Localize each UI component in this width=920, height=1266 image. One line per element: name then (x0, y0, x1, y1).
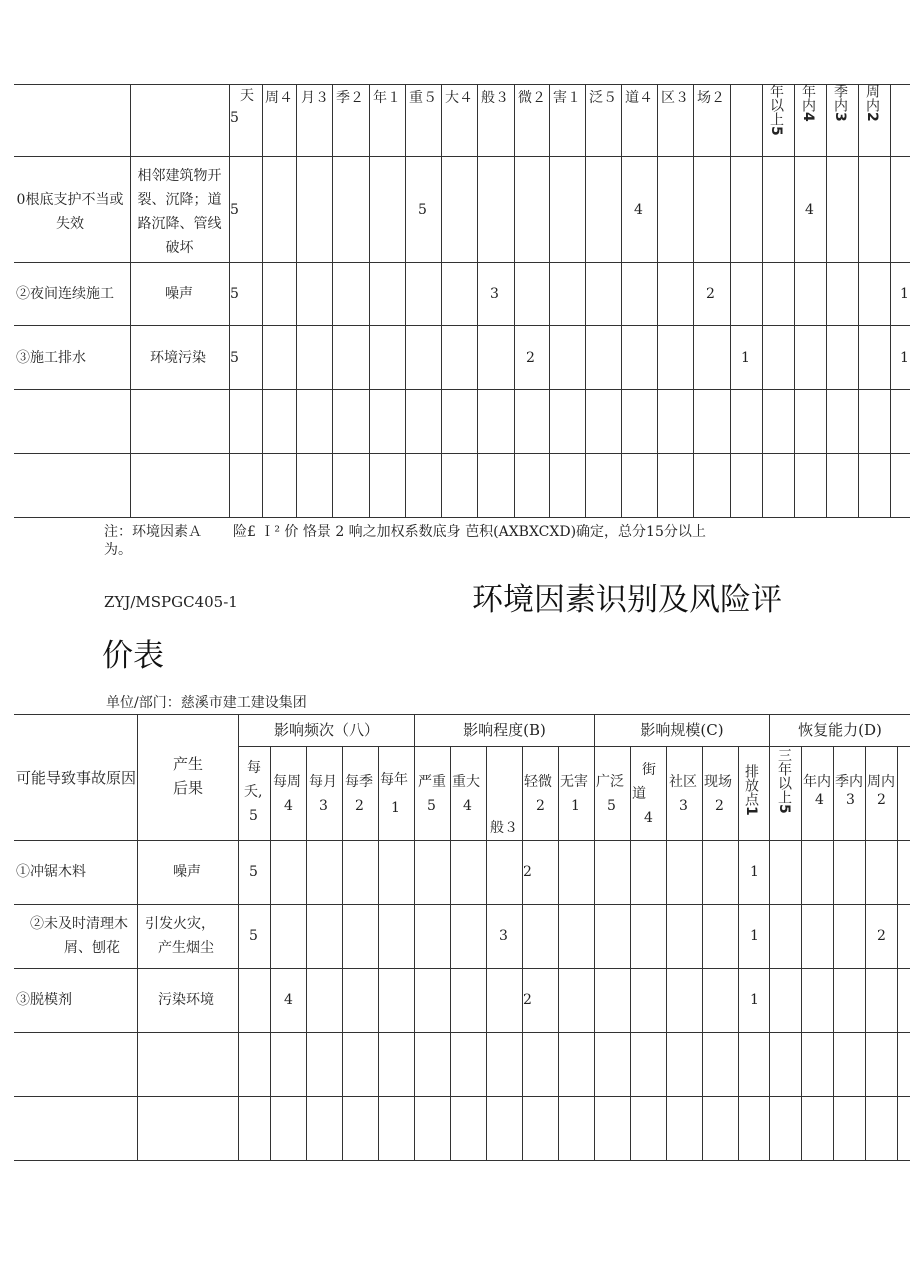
sub-wide-score: 5 (607, 798, 616, 814)
cell-value: 5 (230, 202, 239, 218)
sub-slight-score: 2 (536, 798, 545, 814)
group-scale: 影响规模(C) (640, 721, 724, 739)
row-consequence: 噪声 (165, 286, 193, 302)
row-consequence: 引发火灾， (145, 916, 215, 932)
cell-value: 4 (284, 992, 293, 1008)
cell-value: 5 (418, 202, 427, 218)
cell-value: 4 (805, 202, 814, 218)
sub-site-score: 2 (715, 798, 724, 814)
cell-value: 3 (499, 928, 508, 944)
doc-code: ZYJ/MSPGC405-1 (104, 593, 238, 611)
cell-value: 4 (634, 202, 643, 218)
sub-within-season-score: 3 (846, 792, 855, 808)
row-cause: ③施工排水 (16, 350, 86, 366)
note-text: 险£ Ｉ² 价 恪景 2 响之加权系数底身 芭积(AXBXCXD)确定，总分15分以上 (233, 524, 706, 540)
group-severity: 影响程度(B) (463, 721, 546, 739)
sub-every-season-score: 2 (355, 798, 364, 814)
header-month: 月３ (301, 90, 329, 106)
cell-value: 2 (706, 286, 715, 302)
cell-value: 2 (523, 864, 532, 880)
header-slight: 微２ (518, 90, 546, 106)
sub-within-year-score: 4 (815, 792, 824, 808)
header-street: 道４ (625, 90, 653, 106)
header-within-year: 年内4 (800, 84, 816, 122)
sub-over-3-years: 三年以上5 (776, 748, 792, 814)
header-within-week: 周内2 (864, 84, 880, 122)
sub-serious: 严重 (418, 774, 446, 790)
header-day-score: 5 (230, 110, 239, 126)
header-cause: 可能导致事故原因 (16, 769, 137, 787)
sub-general: 般３ (490, 820, 518, 836)
cell-value: 1 (750, 864, 759, 880)
cell-value: 5 (249, 928, 258, 944)
header-major: 大４ (445, 90, 473, 106)
row-consequence: 污染环境 (158, 992, 214, 1008)
sub-major-score: 4 (463, 798, 472, 814)
header-general: 般３ (481, 90, 509, 106)
sub-wide: 广泛 (596, 774, 624, 790)
row-consequence: 产生烟尘 (158, 940, 214, 956)
row-cause: ①冲锯木料 (16, 864, 86, 880)
sub-every-season: 每季 (345, 774, 373, 790)
sub-every-day: 每 (247, 760, 261, 776)
cell-value: 2 (523, 992, 532, 1008)
header-wide: 泛５ (589, 90, 617, 106)
row-consequence: 相邻建筑物开裂、沉降；道路沉降、管线破坏 (137, 168, 222, 256)
cell-value: 5 (230, 350, 239, 366)
row-cause: 0根底支护不当或失效 (16, 192, 124, 232)
cell-value: 1 (750, 992, 759, 1008)
sub-every-week: 每周 (273, 774, 301, 790)
sub-every-week-score: 4 (284, 798, 293, 814)
sub-harmless-score: 1 (571, 798, 580, 814)
sub-street: 道 (632, 786, 646, 802)
sub-every-year-score: 1 (391, 800, 400, 816)
group-recovery: 恢复能力(D) (798, 721, 882, 739)
sub-community-score: 3 (679, 798, 688, 814)
row-cause: 屑、刨花 (64, 940, 120, 956)
group-frequency: 影响频次（八） (273, 721, 379, 739)
cell-value: 1 (741, 350, 750, 366)
cell-value: 1 (750, 928, 759, 944)
page-title: 环境因素识别及风险评 (472, 582, 782, 618)
sub-discharge: 排放点1 (743, 764, 759, 816)
sub-every-day: 夭, (244, 784, 263, 800)
cell-value: 2 (877, 928, 886, 944)
sub-within-week: 周内 (867, 774, 895, 790)
sub-community: 社区 (669, 774, 697, 790)
header-community: 区３ (661, 90, 689, 106)
header-year: 年１ (373, 90, 401, 106)
header-serious: 重５ (409, 90, 437, 106)
sub-within-week-score: 2 (877, 792, 886, 808)
note-label: 注：环境因素Ａ (104, 524, 202, 540)
sub-site: 现场 (704, 774, 732, 790)
note-text-cont: 为。 (104, 542, 132, 558)
header-harmless: 害１ (553, 90, 581, 106)
cell-value: 5 (230, 286, 239, 302)
row-cause: ③脱模剂 (16, 992, 72, 1008)
sub-every-year: 每年 (380, 772, 408, 788)
header-week: 周４ (265, 90, 293, 106)
cell-value: 3 (490, 286, 499, 302)
header-within-season: 季内3 (832, 84, 848, 122)
sub-every-month-score: 3 (319, 798, 328, 814)
cell-value: 1 (900, 286, 909, 302)
sub-street: 街 (642, 762, 656, 778)
sub-street-score: 4 (644, 810, 653, 826)
cell-value: 2 (526, 350, 535, 366)
sub-serious-score: 5 (427, 798, 436, 814)
row-consequence: 噪声 (173, 864, 201, 880)
sub-harmless: 无害 (560, 774, 588, 790)
header-season: 季２ (336, 90, 364, 106)
header-site: 场２ (697, 90, 725, 106)
sub-every-month: 每月 (309, 774, 337, 790)
cell-value: 5 (249, 864, 258, 880)
row-consequence: 环境污染 (150, 350, 206, 366)
cell-value: 1 (900, 350, 909, 366)
sub-major: 重大 (452, 774, 480, 790)
unit-line: 单位/部门：慈溪市建工建设集团 (106, 695, 307, 711)
sub-slight: 轻微 (524, 774, 552, 790)
header-consequence: 后果 (173, 779, 204, 797)
row-cause: ②未及时清理木 (30, 916, 128, 932)
sub-every-day-score: 5 (249, 808, 258, 824)
page-title-cont: 价表 (102, 638, 164, 674)
header-consequence: 产生 (173, 755, 204, 773)
header-over-year: 年以上5 (768, 84, 784, 136)
row-cause: ②夜间连续施工 (16, 286, 114, 302)
sub-within-year: 年内 (803, 774, 831, 790)
header-day: 天 (240, 88, 254, 104)
sub-within-season: 季内 (835, 774, 863, 790)
